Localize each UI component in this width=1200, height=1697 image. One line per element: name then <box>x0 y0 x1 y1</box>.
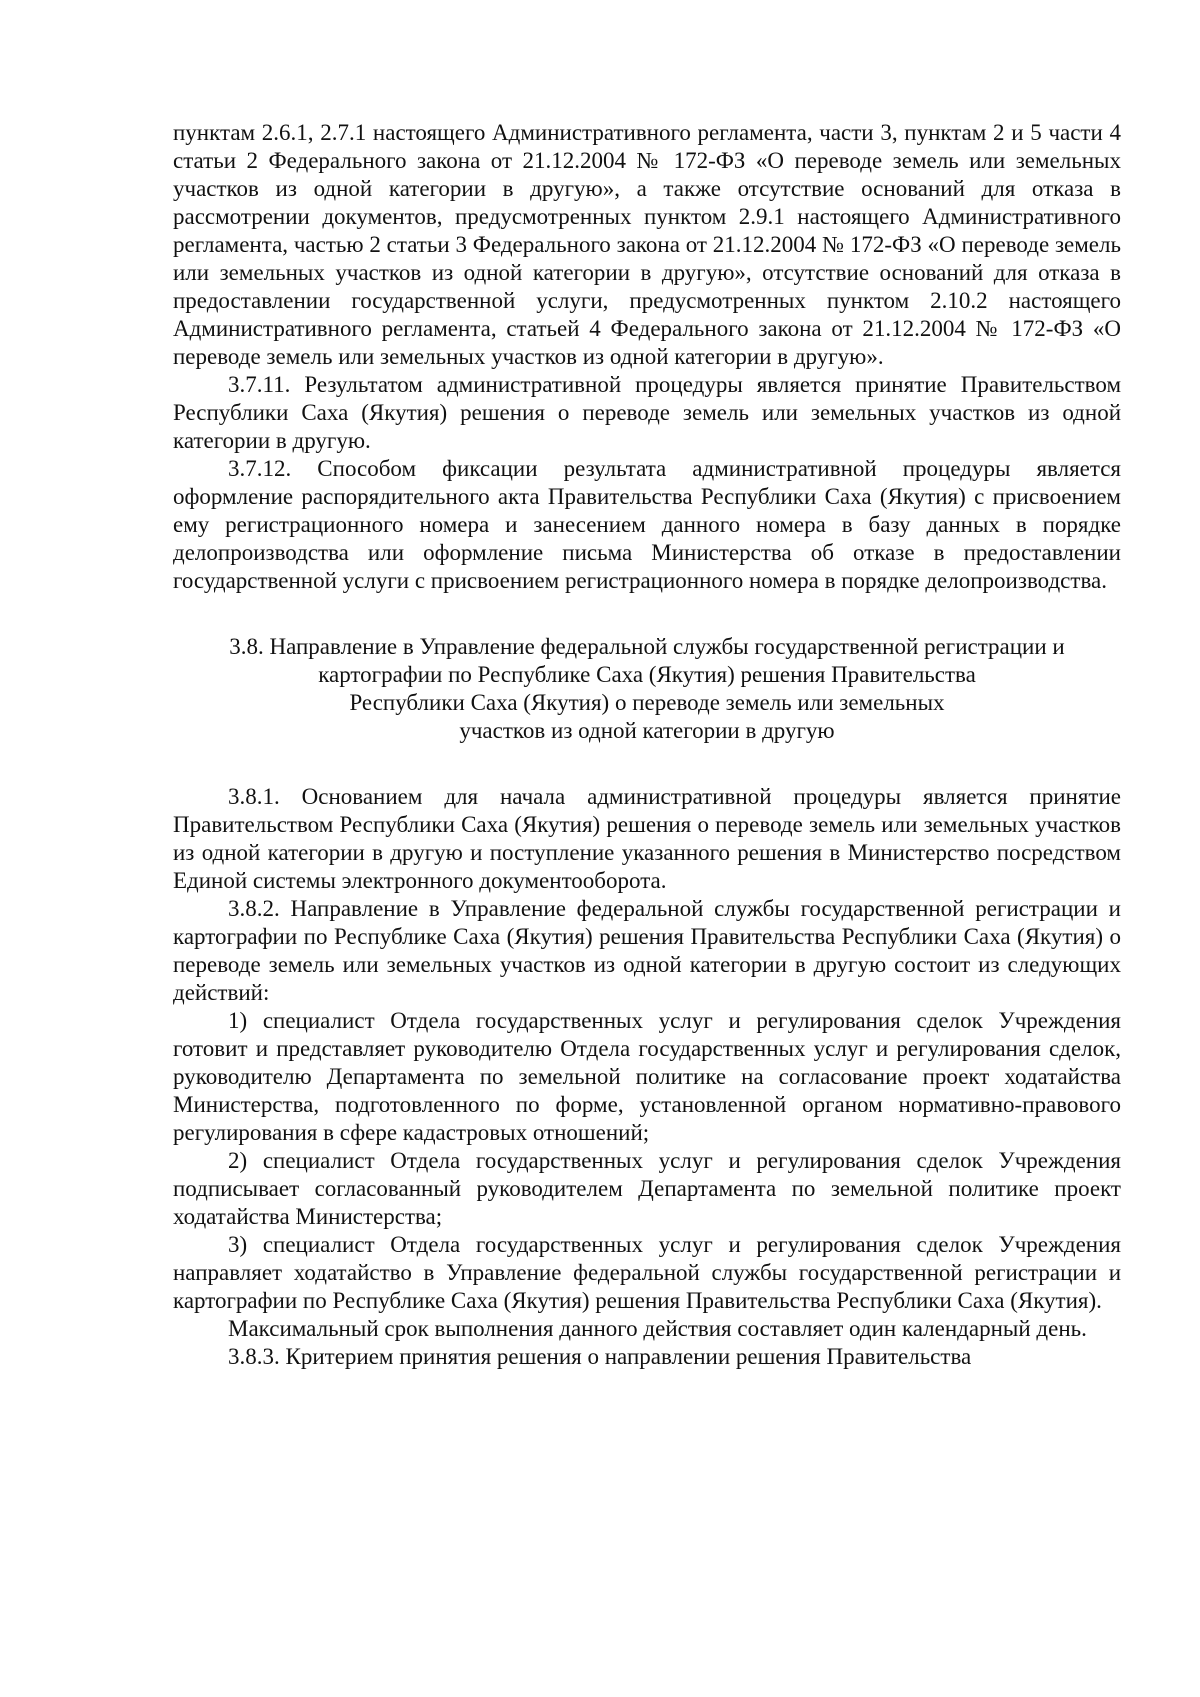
paragraph-3-8-2: 3.8.2. Направление в Управление федеральной службы государственной регистрации и картографии по Республике Саха (Якутия) решения Правительства Республики Саха (Якутия) о переводе земель или земельных участков из одной категории в другую состоит из следующих действий: <box>173 896 1121 1005</box>
section-heading-line: участков из одной категории в другую <box>459 718 835 743</box>
paragraph-3-7-11: 3.7.11. Результатом административной процедуры является принятие Правительством Республики Саха (Якутия) решения о переводе земель или земельных участков из одной категории в другую. <box>173 372 1121 453</box>
paragraph-3-8-3: 3.8.3. Критерием принятия решения о направлении решения Правительства <box>228 1344 972 1369</box>
section-heading-line: 3.8. Направление в Управление федеральной службы государственной регистрации и <box>229 634 1065 659</box>
section-heading-3-8 <box>173 633 1121 745</box>
section-heading-line: картографии по Республике Саха (Якутия) решения Правительства <box>318 662 976 687</box>
section-heading-line: Республики Саха (Якутия) о переводе земель или земельных <box>349 690 945 715</box>
paragraph-3-7-12: 3.7.12. Способом фиксации результата административной процедуры является оформление распорядительного акта Правительства Республики Саха (Якутия) с присвоением ему регистрационного номера и занесением данного номера в базу данных в порядке делопроизводства или оформление письма Министерства об отказе в предоставлении государственной услуги с присвоением регистрационного номера в порядке делопроизводства. <box>173 456 1121 593</box>
paragraph-max-term: Максимальный срок выполнения данного действия составляет один календарный день. <box>228 1316 1087 1341</box>
paragraph-continuation: пунктам 2.6.1, 2.7.1 настоящего Административного регламента, части 3, пунктам 2 и 5 части 4 статьи 2 Федерального закона от 21.12.2004 № 172-ФЗ «О переводе земель или земельных участков из одной категории в другую», а также отсутствие оснований для отказа в рассмотрении документов, предусмотренных пунктом 2.9.1 настоящего Административного регламента, частью 2 статьи 3 Федерального закона от 21.12.2004 № 172-ФЗ «О переводе земель или земельных участков из одной категории в другую», отсутствие оснований для отказа в предоставлении государственной услуги, предусмотренных пунктом 2.10.2 настоящего Административного регламента, статьей 4 Федерального закона от 21.12.2004 № 172-ФЗ «О переводе земель или земельных участков из одной категории в другую». <box>173 120 1121 369</box>
list-item-3: 3) специалист Отдела государственных услуг и регулирования сделок Учреждения направляет ходатайство в Управление федеральной службы государственной регистрации и картографии по Республике Саха (Якутия) решения Правительства Республики Саха (Якутия). <box>173 1232 1121 1313</box>
document-body <box>173 119 1121 1371</box>
list-item-1: 1) специалист Отдела государственных услуг и регулирования сделок Учреждения готовит и представляет руководителю Отдела государственных услуг и регулирования сделок, руководителю Департамента по земельной политике на согласование проект ходатайства Министерства, подготовленного по форме, установленной органом нормативно-правового регулирования в сфере кадастровых отношений; <box>173 1008 1121 1145</box>
list-item-2: 2) специалист Отдела государственных услуг и регулирования сделок Учреждения подписывает согласованный руководителем Департамента по земельной политике проект ходатайства Министерства; <box>173 1148 1121 1229</box>
paragraph-3-8-1: 3.8.1. Основанием для начала административной процедуры является принятие Правительством Республики Саха (Якутия) решения о переводе земель или земельных участков из одной категории в другую и поступление указанного решения в Министерство посредством Единой системы электронного документооборота. <box>173 784 1121 893</box>
